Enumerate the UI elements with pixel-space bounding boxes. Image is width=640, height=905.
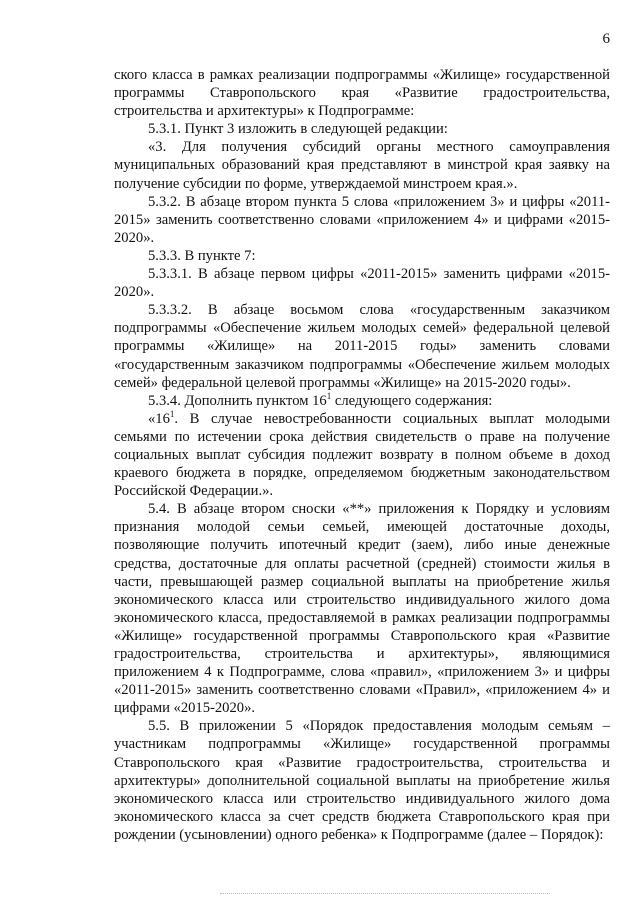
paragraph-5-3-3-1: 5.3.3.1. В абзаце первом цифры «2011-2015» заменить цифрами «2015-2020». <box>114 266 610 301</box>
paragraph-5-3-2: 5.3.2. В абзаце втором пункта 5 слова «приложением 3» и цифры «2011-2015» заменить соответственно словами «приложением 4» и цифрами «2015-2020». <box>114 193 610 246</box>
paragraph-5-3-4-before: 5.3.4. Дополнить пунктом 16 <box>148 392 327 409</box>
document-body <box>114 66 610 844</box>
paragraph-5-3-1: 5.3.1. Пункт 3 изложить в следующей редакции: <box>148 121 448 138</box>
paragraph-continuation: ского класса в рамках реализации подпрограммы «Жилище» государственной программы Ставропольского края «Развитие градостроительства, строительства и архитектуры» к Подпрограмме: <box>114 67 610 120</box>
paragraph-5-3-3: 5.3.3. В пункте 7: <box>148 247 256 264</box>
item-16-1-dot: . <box>174 410 179 427</box>
paragraph-item-3-text: «3. Для получения субсидий органы местного самоуправления муниципальных образований края представляют в минстрой края заявку на получение субсидии по форме, утверждаемой минстроем края.». <box>114 139 610 192</box>
superscript-one: 1 <box>169 408 175 419</box>
scan-artifact-line <box>220 893 550 895</box>
superscript-one: 1 <box>326 390 332 401</box>
item-16-1-lead: «16 <box>148 410 170 427</box>
paragraph-5-5: 5.5. В приложении 5 «Порядок предоставления молодым семьям – участникам подпрограммы «Жилище» государственной программы Ставропольского края «Развитие градостроительства, строительства и архитектуры» дополнительной социальной выплаты на приобретение жилья экономического класса или строительство индивидуального жилого дома экономического класса за счет средств бюджета Ставропольского края при рождении (усыновлении) одного ребенка» к Подпрограмме (далее – Порядок): <box>114 718 610 843</box>
paragraph-5-4: 5.4. В абзаце втором сноски «**» приложения к Порядку и условиям признания молодой семьи семьей, имеющей достаточные доходы, позволяющие получить ипотечный кредит (заем), либо иные денежные средства, достаточные для оплаты расчетной (средней) стоимости жилья в части, превышающей размер социальной выплаты на приобретение жилья экономического класса или строительство индивидуального жилого дома экономического класса, предоставляемой в рамках реализации подпрограммы «Жилище» государственной программы Ставропольского края «Развитие градостроительства, строительства и архитектуры», являющимися приложением 4 к Подпрограмме, слова «правил», «приложением 3» и цифры «2011-2015» заменить соответственно словами «Правил», «приложением 4» и цифрами «2015-2020». <box>114 501 610 717</box>
page-number: 6 <box>602 31 610 47</box>
paragraph-5-3-3-2: 5.3.3.2. В абзаце восьмом слова «государственным заказчиком подпрограммы «Обеспечение жильем молодых семей» федеральной целевой программы «Жилище» на 2011-2015 годы» заменить словами «государственным заказчиком подпрограммы «Обеспечение жильем молодых семей» федеральной целевой программы «Жилище» на 2015-2020 годы». <box>114 302 610 391</box>
paragraph-5-3-4 <box>114 392 610 410</box>
item-16-1-text: В случае невостребованности социальных выплат молодыми семьями по истечении срока действия свидетельств о праве на получение социальных выплат субсидия подлежит возврату в полном объеме в доход краевого бюджета в порядке, определяемом бюджетным законодательством Российской Федерации.». <box>114 410 611 500</box>
paragraph-item-16-1 <box>114 410 610 500</box>
paragraph-5-3-4-after: следующего содержания: <box>331 392 493 409</box>
